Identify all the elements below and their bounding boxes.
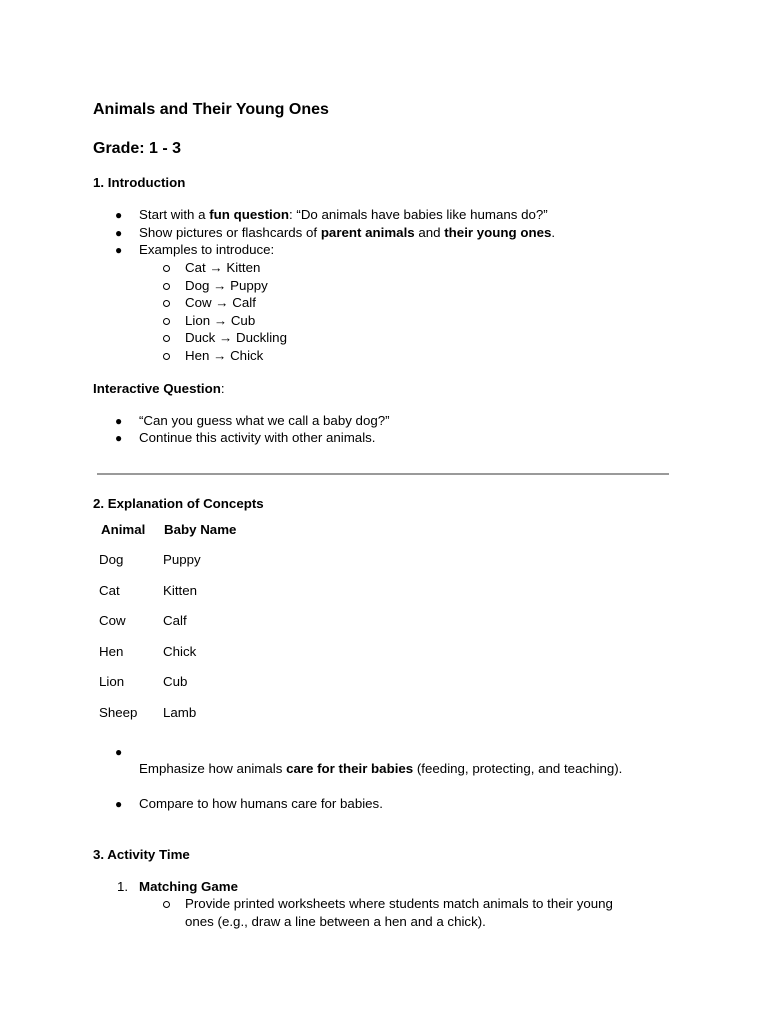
interactive-question-label: Interactive Question: [93, 381, 225, 396]
grade-heading: Grade: 1 - 3 [93, 140, 182, 157]
table-cell-animal: Cow [99, 613, 126, 628]
intro-bullet-examples: Examples to introduce: [139, 242, 275, 257]
example-item: Dog → Puppy [185, 278, 268, 293]
interactive-item: Continue this activity with other animals. [139, 430, 376, 445]
table-cell-baby-name: Lamb [163, 705, 197, 720]
table-cell-baby-name: Chick [163, 644, 197, 659]
table-header-animal: Animal [101, 522, 146, 537]
concept-bullet-emphasize: Emphasize how animals care for their babies (feeding, protecting, and teaching). [139, 761, 623, 776]
bullet-icon: ● [115, 208, 123, 222]
table-header-baby-name: Baby Name [164, 522, 237, 537]
circle-bullet-icon [163, 901, 170, 908]
bullet-icon: ● [115, 226, 123, 240]
matching-game-title: Matching Game [139, 879, 239, 894]
example-item: Cow → Calf [185, 295, 256, 310]
bullet-icon: ● [115, 431, 123, 445]
bullet-icon: ● [115, 745, 123, 759]
horizontal-divider [97, 473, 669, 475]
bullet-icon: ● [115, 797, 123, 811]
interactive-item: “Can you guess what we call a baby dog?” [139, 413, 390, 428]
example-item: Duck → Duckling [185, 330, 287, 345]
document-title: Animals and Their Young Ones [93, 101, 329, 118]
table-cell-animal: Lion [99, 674, 125, 689]
concept-bullet-compare: Compare to how humans care for babies. [139, 796, 383, 811]
bullet-icon: ● [115, 243, 123, 257]
example-item: Cat → Kitten [185, 260, 261, 275]
circle-bullet-icon [163, 353, 170, 360]
bullet-icon: ● [115, 414, 123, 428]
table-cell-animal: Dog [99, 552, 124, 567]
circle-bullet-icon [163, 265, 170, 272]
activity-description-line: Provide printed worksheets where students match animals to their young [185, 896, 613, 911]
section-activity-heading: 3. Activity Time [93, 847, 190, 862]
table-cell-animal: Sheep [99, 705, 138, 720]
table-cell-animal: Hen [99, 644, 124, 659]
table-cell-baby-name: Puppy [163, 552, 201, 567]
section-introduction-heading: 1. Introduction [93, 175, 186, 190]
table-cell-baby-name: Cub [163, 674, 188, 689]
table-cell-baby-name: Calf [163, 613, 187, 628]
circle-bullet-icon [163, 300, 170, 307]
list-number: 1. [117, 879, 129, 894]
table-cell-animal: Cat [99, 583, 120, 598]
circle-bullet-icon [163, 318, 170, 325]
table-cell-baby-name: Kitten [163, 583, 198, 598]
circle-bullet-icon [163, 283, 170, 290]
intro-bullet-flashcards: Show pictures or flashcards of parent animals and their young ones. [139, 225, 556, 240]
activity-description-line: ones (e.g., draw a line between a hen and a chick). [185, 914, 486, 929]
example-item: Hen → Chick [185, 348, 264, 363]
circle-bullet-icon [163, 335, 170, 342]
intro-bullet-fun-question: Start with a fun question: “Do animals have babies like humans do?” [139, 207, 548, 222]
example-item: Lion → Cub [185, 313, 256, 328]
section-concepts-heading: 2. Explanation of Concepts [93, 496, 264, 511]
